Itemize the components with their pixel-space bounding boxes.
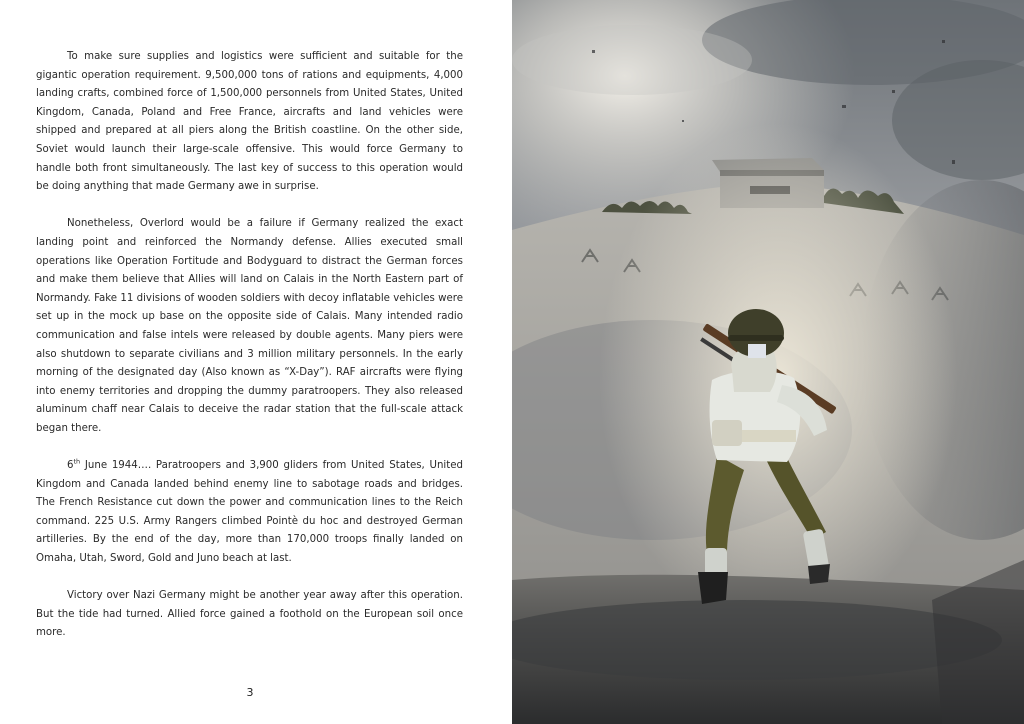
illustration-svg xyxy=(512,0,1024,724)
paragraph-3-body: June 1944…. Paratroopers and 3,900 gliders from United States, United Kingdom and Canada landed behind enemy line to sabotage roads and bridges. The French Resistance cut down the power and communication lines to the Reich command. 225 U.S. Army Rangers climbed Pointè du hoc and destroyed German artilleries. By the end of the day, more than 170,000 troops finally landed on Omaha, Utah, Sword, Gold and Juno beach at last. xyxy=(36,460,463,565)
date-number: 6 xyxy=(67,460,74,472)
paragraph-1: To make sure supplies and logistics were sufficient and suitable for the gigantic operation requirement. 9,500,000 tons of rations and equipments, 4,000 landing crafts, combined force of 1,500,000 personnels from United States, United Kingdom, Canada, Poland and Free France, aircrafts and land vehicles were shipped and prepared at all piers along the British coastline. On the other side, Soviet would launch their large-scale offensive. This would force Germany to handle both front simultaneously. The last key of success to this operation would be doing anything that made Germany awe in surprise. xyxy=(36,51,463,193)
body-text xyxy=(36,48,463,662)
illustration-soldier-running xyxy=(512,0,1024,724)
date-suffix: th xyxy=(73,457,81,466)
paragraph-3 xyxy=(36,457,463,569)
paragraph-4: Victory over Nazi Germany might be another year away after this operation. But the tide had turned. Allied force gained a foothold on the European soil once more. xyxy=(36,590,463,639)
page-number: 3 xyxy=(246,686,254,699)
paragraph-2: Nonetheless, Overlord would be a failure if Germany realized the exact landing point and reinforced the Normandy defense. Allies executed small operations like Operation Fortitude and Bodyguard to distract the German forces and make them believe that Allies will land on Calais in the North Eastern part of Normandy. Fake 11 divisions of wooden soldiers with decoy inflatable vehicles were set up in the mock up base on the opposite side of Calais. Many intended radio communication and false intels were released by double agents. Many piers were also shutdown to separate civilians and 3 million military personnels. In the early morning of the designated day (Also known as “X-Day”). RAF aircrafts were flying into enemy territories and dropping the dummy paratroopers. They also released aluminum chaff near Calais to deceive the radar station that the full-scale attack began there. xyxy=(36,218,463,434)
